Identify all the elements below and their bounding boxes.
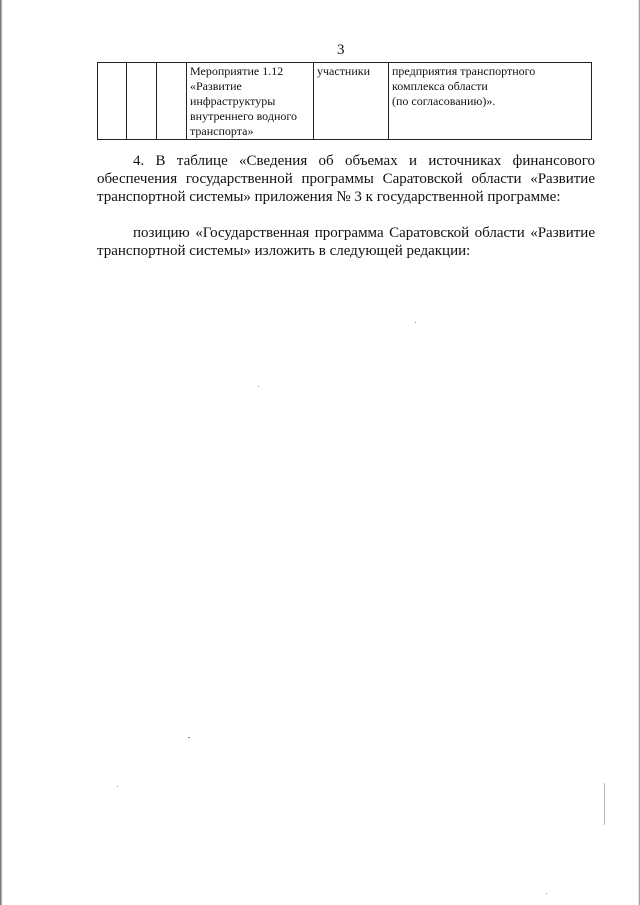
- activity-text: Мероприятие 1.12 «Развитие инфраструктуры внутреннего водного транспорта»: [190, 64, 297, 138]
- program-table: [97, 62, 592, 140]
- table-cell-activity: [187, 63, 314, 140]
- table-cell-empty-1: [98, 63, 127, 140]
- scan-edge-left: [0, 0, 3, 905]
- enterprises-text: предприятия транспортного комплекса области (по согласованию)».: [392, 64, 536, 108]
- scan-speck: [546, 893, 547, 894]
- scan-speck: [258, 386, 259, 387]
- page-number: 3: [337, 42, 345, 58]
- scan-speck: [188, 737, 190, 738]
- scan-margin-line: [604, 783, 605, 825]
- table-cell-empty-2: [127, 63, 157, 140]
- participants-text: участники: [317, 64, 371, 78]
- scan-speck: [415, 322, 416, 323]
- paragraph-position: позицию «Государственная программа Саратовской области «Развитие транспортной системы» изложить в следующей редакции:: [97, 225, 595, 259]
- table-row: [98, 63, 592, 140]
- paragraph-item-4: 4. В таблице «Сведения об объемах и источниках финансового обеспечения государственной программы Саратовской области «Развитие транспортной системы» приложения № 3 к государственной программе:: [97, 153, 595, 205]
- table-cell-enterprises: [389, 63, 592, 140]
- table-cell-empty-3: [157, 63, 187, 140]
- scan-speck: [117, 786, 118, 787]
- table-cell-participants: [314, 63, 389, 140]
